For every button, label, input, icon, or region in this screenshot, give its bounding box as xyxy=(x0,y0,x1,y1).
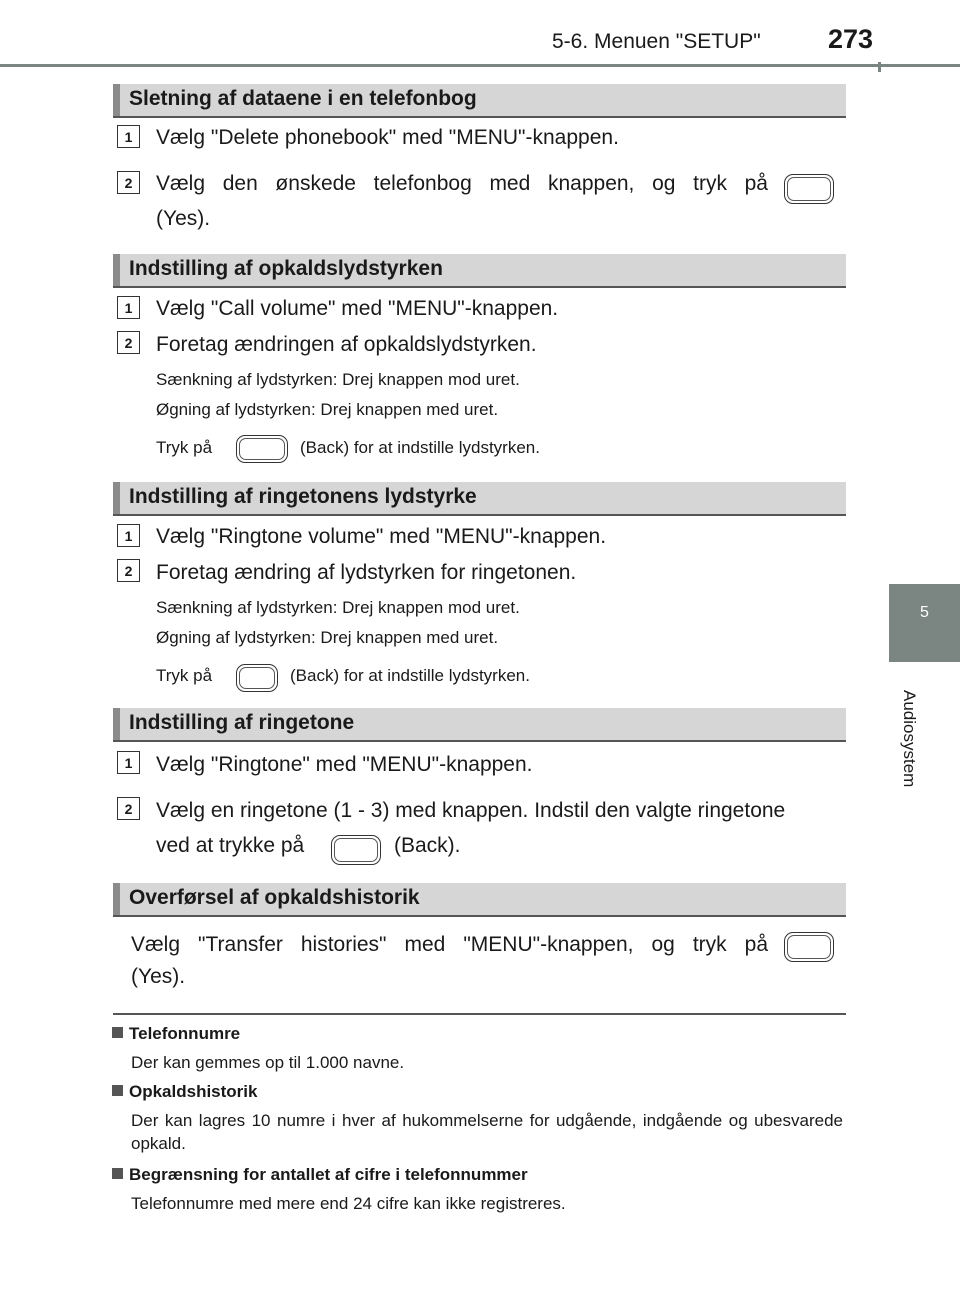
step-text: Vælg "Ringtone" med "MENU"-knappen. xyxy=(156,753,533,776)
step-number: 1 xyxy=(117,296,140,319)
chapter-title: 5-6. Menuen "SETUP" xyxy=(552,30,761,53)
section-heading-transfer-history xyxy=(113,883,846,917)
header-rule xyxy=(0,64,960,67)
step-number: 2 xyxy=(117,331,140,354)
chapter-tab-label xyxy=(884,674,934,804)
detail-text: Sænkning af lydstyrken: Drej knappen mod uret. xyxy=(156,598,520,617)
section-heading-text: Indstilling af opkaldslydstyrken xyxy=(129,257,443,280)
header-tick xyxy=(878,62,881,72)
section-heading-text: Sletning af dataene i en telefonbog xyxy=(129,87,477,110)
step-number: 2 xyxy=(117,171,140,194)
note-text: Der kan gemmes op til 1.000 navne. xyxy=(131,1053,405,1072)
back-button-icon xyxy=(331,835,381,865)
yes-button-icon xyxy=(784,932,834,962)
note-heading-text: Opkaldshistorik xyxy=(129,1082,258,1101)
step-text-continued: (Yes). xyxy=(156,207,211,230)
step-text: Foretag ændringen af opkaldslydstyrken. xyxy=(156,333,537,356)
section-heading-call-volume xyxy=(113,254,846,288)
note-heading-text: Telefonnumre xyxy=(129,1024,241,1043)
section-heading-text: Indstilling af ringetonens lydstyrke xyxy=(129,485,477,508)
body-text: Vælg "Transfer histories" med "MENU"-knappen, og tryk på xyxy=(131,933,768,956)
note-heading xyxy=(112,1024,240,1044)
detail-text: Sænkning af lydstyrken: Drej knappen mod uret. xyxy=(156,370,520,389)
step-number: 2 xyxy=(117,559,140,582)
square-bullet-icon xyxy=(112,1027,123,1038)
note-text: Der kan lagres 10 numre i hver af hukommelserne for udgående, indgående og ubesvarede opkald. xyxy=(131,1111,843,1153)
step-text: Vælg den ønskede telefonbog med knappen, og tryk på xyxy=(156,172,768,195)
square-bullet-icon xyxy=(112,1085,123,1096)
detail-text: Øgning af lydstyrken: Drej knappen med uret. xyxy=(156,400,499,419)
step-text: Vælg en ringetone (1 - 3) med knappen. Indstil den valgte ringetone xyxy=(156,799,786,822)
step-text: Foretag ændring af lydstyrken for ringetonen. xyxy=(156,561,577,584)
detail-text: Øgning af lydstyrken: Drej knappen med uret. xyxy=(156,628,499,647)
back-button-icon xyxy=(236,435,288,463)
section-heading-text: Indstilling af ringetone xyxy=(129,711,355,734)
section-heading-ringtone xyxy=(113,708,846,742)
page-number: 273 xyxy=(828,24,874,54)
press-text: (Back) for at indstille lydstyrken. xyxy=(300,438,540,457)
chapter-tab: 5 xyxy=(889,584,960,662)
step-text: Vælg "Ringtone volume" med "MENU"-knappen. xyxy=(156,525,607,548)
body-text-continued: (Yes). xyxy=(131,965,186,988)
step-text: Vælg "Delete phonebook" med "MENU"-knappen. xyxy=(156,126,619,149)
press-text: Tryk på xyxy=(156,666,213,685)
step-text-continued: (Back). xyxy=(394,834,461,857)
back-button-icon xyxy=(236,664,278,692)
section-heading-ringtone-volume xyxy=(113,482,846,516)
press-text: Tryk på xyxy=(156,438,213,457)
step-text-continued: ved at trykke på xyxy=(156,834,305,857)
step-text: Vælg "Call volume" med "MENU"-knappen. xyxy=(156,297,559,320)
step-number: 2 xyxy=(117,797,140,820)
step-number: 1 xyxy=(117,524,140,547)
section-heading-delete-phonebook xyxy=(113,84,846,118)
notes-divider xyxy=(113,1013,846,1015)
chapter-tab-label-text: Audiosystem xyxy=(900,690,919,788)
note-text: Telefonnumre med mere end 24 cifre kan ikke registreres. xyxy=(131,1194,566,1213)
note-heading xyxy=(112,1082,257,1102)
yes-button-icon xyxy=(784,174,834,204)
square-bullet-icon xyxy=(112,1168,123,1179)
note-heading-text: Begrænsning for antallet af cifre i telefonnummer xyxy=(129,1165,528,1184)
section-heading-text: Overførsel af opkaldshistorik xyxy=(129,886,420,909)
note-heading xyxy=(112,1165,528,1185)
step-number: 1 xyxy=(117,751,140,774)
press-text: (Back) for at indstille lydstyrken. xyxy=(290,666,530,685)
step-number: 1 xyxy=(117,125,140,148)
